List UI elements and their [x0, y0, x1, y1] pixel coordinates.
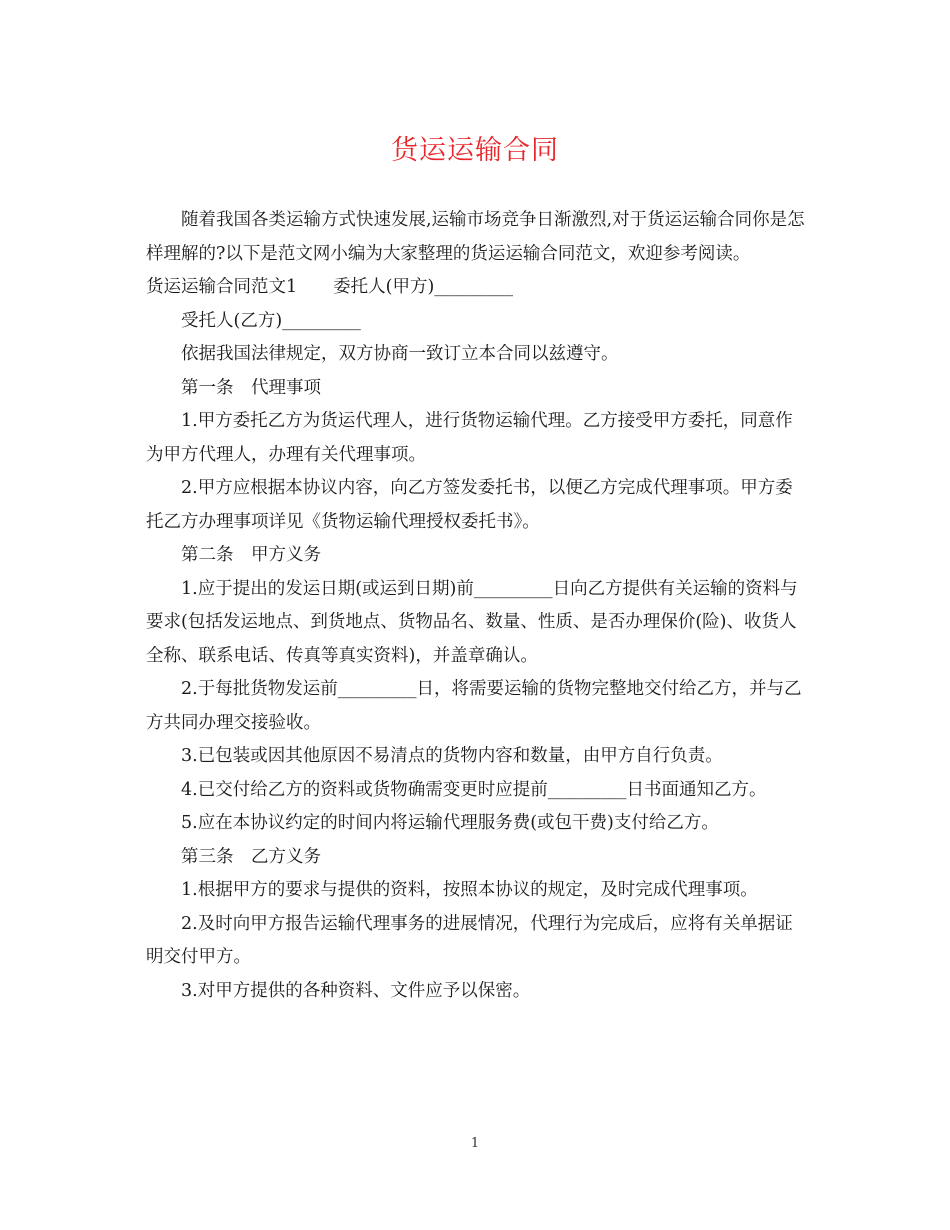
page-number: 1 [470, 1136, 480, 1151]
article-3-item: 1.根据甲方的要求与提供的资料，按照本协议的规定，及时完成代理事项。 [181, 880, 758, 900]
article-3-item: 2.及时向甲方报告运输代理事务的进展情况，代理行为完成后，应将有关单据证明交付甲方。 [146, 913, 793, 967]
article-2-item: 3.已包装或因其他原因不易清点的货物内容和数量，由甲方自行负责。 [181, 746, 723, 766]
article-2-item: 5.应在本协议约定的时间内将运输代理服务费(或包干费)支付给乙方。 [181, 813, 719, 833]
article-3-item: 3.对甲方提供的各种资料、文件应予以保密。 [181, 980, 531, 1001]
article-2-item: 2.于每批货物发运前_________日，将需要运输的货物完整地交付给乙方，并与乙方共同办理交接验收。 [146, 679, 802, 733]
document-title: 货运运输合同 [391, 135, 559, 166]
document-body [146, 204, 810, 1008]
sample-principal-line [146, 271, 810, 305]
article-2-item: 4.已交付给乙方的资料或货物确需变更时应提前_________日书面通知乙方。 [181, 779, 767, 800]
agent-line: 受托人(乙方)_________ [181, 310, 361, 331]
article-1-item: 2.甲方应根据本协议内容，向乙方签发委托书，以便乙方完成代理事项。甲方委托乙方办理事项详见《货物运输代理授权委托书》。 [146, 478, 793, 532]
article-3-heading: 第三条 乙方义务 [181, 846, 321, 867]
preamble-paragraph: 依据我国法律规定，双方协商一致订立本合同以兹遵守。 [181, 344, 619, 364]
article-1-item: 1.甲方委托乙方为货运代理人，进行货物运输代理。乙方接受甲方委托，同意作为甲方代理人，办理有关代理事项。 [146, 411, 793, 465]
principal-line: 委托人(甲方)_________ [333, 277, 514, 297]
article-2-heading: 第二条 甲方义务 [181, 545, 321, 565]
article-2-item: 1.应于提出的发运日期(或运到日期)前_________日向乙方提供有关运输的资料与要求(包括发运地点、到货地点、货物品名、数量、性质、是否办理保价(险)、收货人全称、联系电话、传真等真实资料)，并盖章确认。 [146, 578, 798, 666]
intro-paragraph: 随着我国各类运输方式快速发展,运输市场竞争日渐激烈,对于货运运输合同你是怎样理解的?以下是范文网小编为大家整理的货运运输合同范文，欢迎参考阅读。 [146, 210, 805, 264]
article-1-heading: 第一条 代理事项 [181, 377, 321, 398]
sample-label: 货运运输合同范文1 [146, 277, 298, 297]
